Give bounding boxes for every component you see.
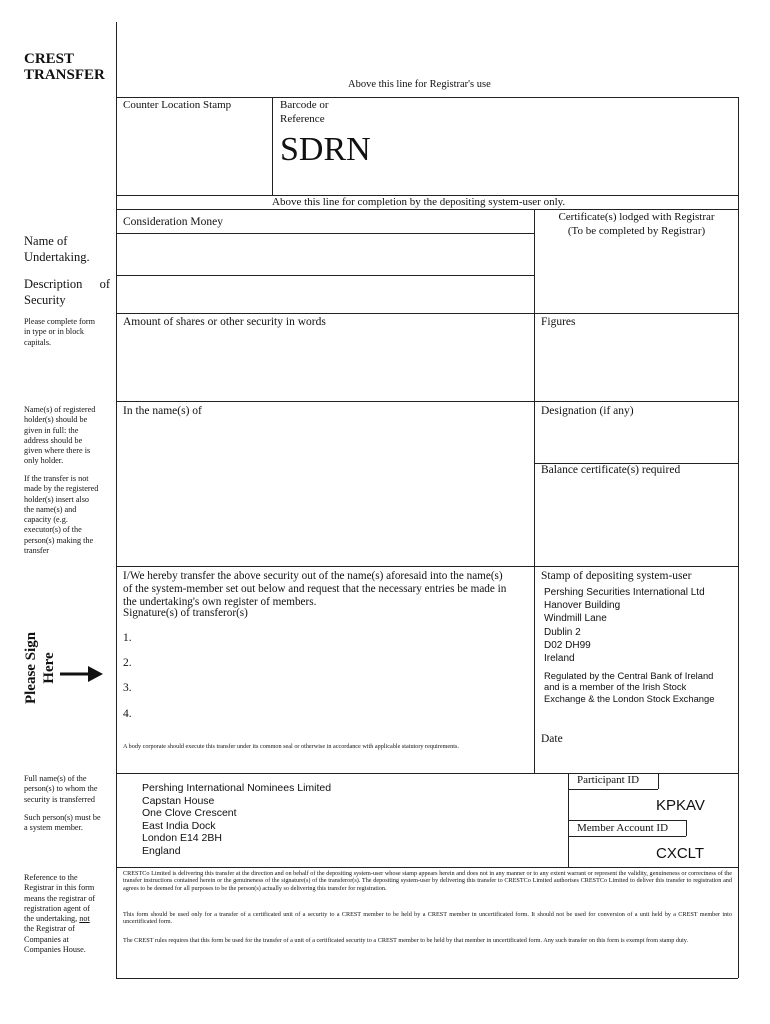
barcode-label: Barcode or Reference [280, 99, 329, 125]
signature-number-3: 3. [123, 682, 132, 694]
crestco-disclaimer: CRESTCo Limited is delivering this transfer at the direction and on behalf of the depositing system-user whose stamp appears herein and does not in any manner or to any extent warrant or represent the validity, genuineness or correctness of the transfer instructions contained herein or the genuineness of the signature(s) of the transferor(s). The depositing system-user by delivering this transfer to CRESTCo Limited authorises CRESTCo Limited to deliver this transfer to registration and agrees to be deemed for all purposes to be the person(s) actually so delivering this transfer for registration. [123, 870, 732, 892]
registrar-line [116, 97, 738, 98]
bottom-border [116, 978, 738, 979]
member-account-id-value[interactable]: CXCLT [656, 845, 705, 862]
name-of-undertaking-field[interactable] [117, 234, 533, 274]
such-person-note: Such person(s) must be a system member. [24, 813, 101, 833]
footer-line [116, 867, 738, 868]
member-label-box-top [568, 820, 686, 821]
signature-field-2[interactable] [136, 651, 526, 673]
consideration-money-label: Consideration Money [123, 216, 223, 228]
balance-certificate-label: Balance certificate(s) required [541, 464, 681, 476]
amount-in-words-field[interactable] [117, 332, 533, 400]
security-line [116, 313, 738, 314]
please-complete-note: Please complete form in type or in block capitals. [24, 317, 95, 347]
certificates-lodged-label: Certificate(s) lodged with Registrar (To be completed by Registrar) [558, 211, 715, 237]
signature-field-1[interactable] [136, 626, 526, 648]
body-corporate-note: A body corporate should execute this transfer under its common seal or otherwise in accordance with applicable statutory requirements. [123, 743, 459, 750]
signature-field-4[interactable] [136, 702, 526, 724]
arrow-right-icon [60, 664, 104, 684]
consideration-money-field[interactable] [117, 210, 533, 232]
signature-number-4: 4. [123, 708, 132, 720]
member-account-id-label: Member Account ID [577, 822, 669, 834]
counter-location-stamp-label: Counter Location Stamp [123, 99, 232, 111]
signature-section-line [116, 773, 738, 774]
names-line [116, 566, 738, 567]
description-of-security-field[interactable] [117, 276, 533, 312]
signature-field-3[interactable] [136, 676, 526, 698]
registered-holder-names-field[interactable] [117, 421, 533, 565]
participant-label-box-right [658, 773, 659, 789]
amount-in-words-label: Amount of shares or other security in words [123, 316, 326, 328]
figures-field[interactable] [535, 332, 737, 400]
full-names-note: Full name(s) of the person(s) to whom the security is transferred [24, 774, 98, 804]
barcode-box-divider [272, 97, 273, 195]
stamp-label: Stamp of depositing system-user [541, 570, 692, 582]
barcode-value: SDRN [280, 131, 371, 168]
designation-field[interactable] [535, 421, 737, 462]
member-label-box-bottom [568, 836, 686, 837]
please-sign-here-label: Please Sign Here [23, 631, 57, 705]
designation-label: Designation (if any) [541, 405, 634, 417]
date-field[interactable] [570, 731, 730, 767]
regulation-statement: Regulated by the Central Bank of Ireland and is a member of the Irish Stock Exchange & the London Stock Exchange [544, 670, 715, 704]
not-emphasis: not [79, 914, 90, 924]
usage-note: This form should be used only for a transfer of a certificated unit of a security to a CREST member to be held by a CREST member in uncertificated form. It should not be used for conversion of a unit held by a CREST member into uncertificated form. [123, 911, 732, 926]
depositing-note: Above this line for completion by the depositing system-user only. [272, 196, 566, 208]
date-label: Date [541, 733, 563, 745]
figures-label: Figures [541, 316, 576, 328]
registered-holders-note: Name(s) of registered holder(s) should be given in full: the address should be given where there is only holder. [24, 405, 96, 466]
signature-number-1: 1. [123, 632, 132, 644]
top-box-right-border [738, 97, 739, 978]
in-names-of-label: In the name(s) of [123, 405, 202, 417]
crest-rules-note: The CREST rules requires that this form be used for the transfer of a unit of a certificated security to a CREST member to be held by that member in uncertificated form. Any such transfer on this form is exempt from stamp duty. [123, 937, 689, 944]
balance-certificate-field[interactable] [535, 480, 737, 565]
signature-number-2: 2. [123, 657, 132, 669]
reference-note: Reference to the Registrar in this form means the registrar of registration agent of the undertaking, not the Registrar of Companies at Companies House. [24, 873, 96, 955]
amount-line [116, 401, 738, 402]
signatures-label: Signature(s) of transferor(s) [123, 607, 248, 619]
participant-label-box-bottom [568, 789, 658, 790]
registrar-note: Above this line for Registrar's use [348, 79, 491, 90]
participant-id-value[interactable]: KPKAV [656, 797, 705, 814]
transferee-address: Pershing International Nominees Limited Capstan House One Clove Crescent East India Dock London E14 2BH England [142, 782, 332, 857]
member-label-box-right [686, 820, 687, 836]
name-of-undertaking-label: Name of Undertaking. [24, 234, 90, 264]
if-transfer-note: If the transfer is not made by the registered holder(s) insert also the name(s) and capacity (e.g. executor(s) of the person(s) making the transfer [24, 474, 99, 556]
stamp-address: Pershing Securities International Ltd Hanover Building Windmill Lane Dublin 2 D02 DH99 Ireland [544, 587, 705, 665]
description-of-security-label: Description of Security [24, 277, 110, 307]
transfer-declaration: I/We hereby transfer the above security out of the name(s) aforesaid into the name(s) of the system-member set out below and request that the necessary entries be made in the undertaking's own register of members. [123, 570, 507, 608]
form-title: CREST TRANSFER [24, 51, 105, 83]
participant-id-label: Participant ID [577, 774, 640, 786]
